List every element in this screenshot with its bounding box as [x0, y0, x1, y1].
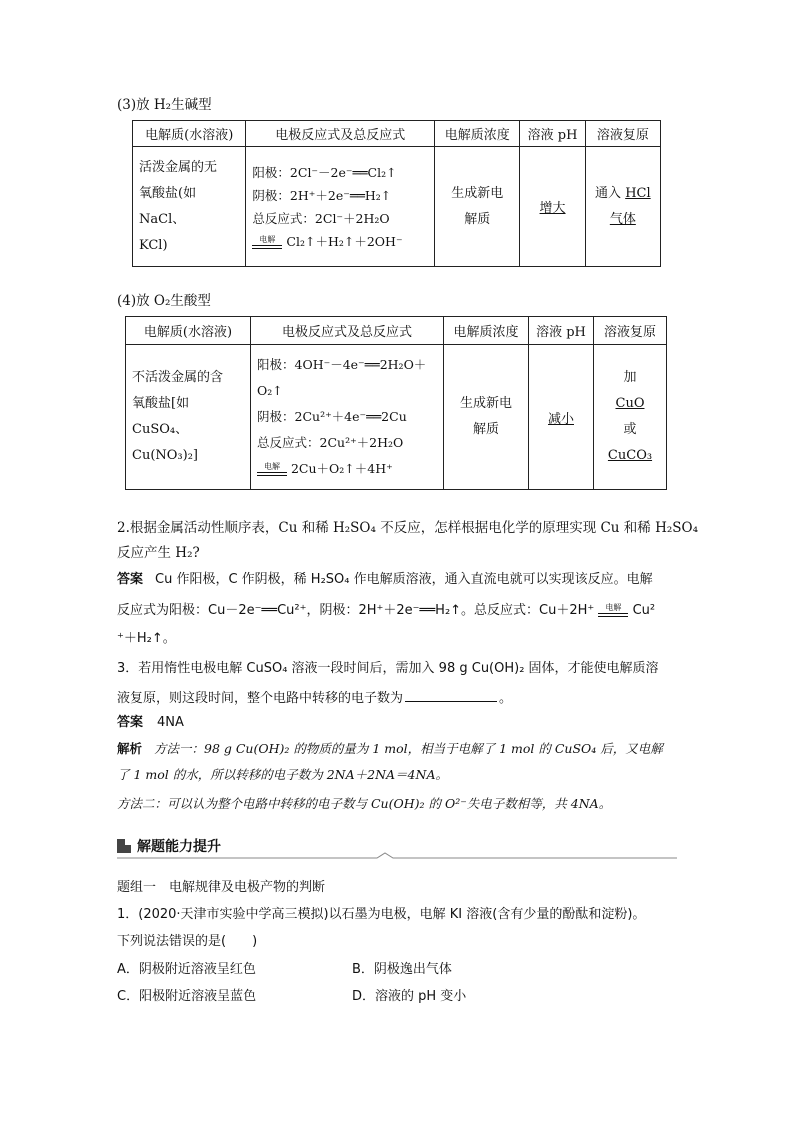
electrolyte-cell: 活泼金属的无 氧酸盐(如NaCl、 KCl): [133, 147, 246, 267]
q2-answer-line: ⁺＋H₂↑。: [117, 631, 176, 646]
restore-cell: 通入 HCl 气体: [585, 147, 660, 267]
section-title: 解题能力提升: [137, 839, 221, 855]
q3-analysis-line: 方法二：可以认为整个电路中转移的电子数与 Cu(OH)₂ 的 O²⁻失电子数相等，共 4NA。: [117, 796, 612, 811]
col-header: 电解质(水溶液): [133, 121, 246, 147]
reactions-cell: 阳极：4OH⁻－4e⁻══2H₂O＋ O₂↑ 阴极：2Cu²⁺＋4e⁻══2Cu 总反应式：2Cu²⁺＋2H₂O 电解 2Cu＋O₂↑＋4H⁺: [251, 345, 444, 490]
q3-question-line: 3．若用惰性电极电解 CuSO₄ 溶液一段时间后，需加入 98 g Cu(OH)₂ 固体，才能使电解质溶: [117, 661, 659, 676]
col-header: 溶液复原: [594, 317, 667, 345]
electrolysis-sign: 电解: [598, 604, 628, 617]
q3-answer-line: 答案 4NA: [117, 715, 184, 730]
option-d[interactable]: D．溶液的 pH 变小: [352, 989, 467, 1004]
q2-question-line: 反应产生 H₂?: [117, 545, 200, 561]
concentration-cell: 生成新电 解质: [435, 147, 520, 267]
section3-heading: (3)放 H₂生碱型: [117, 97, 212, 113]
electrolyte-cell: 不活泼金属的含 氧酸盐[如 CuSO₄、 Cu(NO₃)₂]: [126, 345, 251, 490]
section-title-bar: [117, 836, 677, 858]
reactions-cell: 阳极：2Cl⁻－2e⁻══Cl₂↑ 阴极：2H⁺＋2e⁻══H₂↑ 总反应式：2Cl⁻＋2H₂O 电解 Cl₂↑＋H₂↑＋2OH⁻: [246, 147, 435, 267]
col-header: 电解质(水溶液): [126, 317, 251, 345]
q1-stem-line: 下列说法错误的是( ): [117, 934, 258, 949]
table-o2-acid: [125, 316, 667, 490]
col-header: 电解质浓度: [444, 317, 529, 345]
q2-answer-line: 答案 Cu 作阳极，C 作阴极，稀 H₂SO₄ 作电解质溶液，通入直流电就可以实现该反应。电解: [117, 572, 653, 587]
section4-heading: (4)放 O₂生酸型: [117, 293, 211, 309]
option-a[interactable]: A．阴极附近溶液呈红色: [117, 962, 256, 977]
ph-cell: 减小: [529, 345, 594, 490]
q2-answer-line: 反应式为阳极：Cu－2e⁻══Cu²⁺，阴极：2H⁺＋2e⁻══H₂↑。总反应式：Cu＋2H⁺ 电解 Cu²: [117, 603, 656, 618]
table-h2-base: [132, 120, 661, 267]
col-header: 溶液 pH: [520, 121, 585, 147]
col-header: 溶液 pH: [529, 317, 594, 345]
concentration-cell: 生成新电 解质: [444, 345, 529, 490]
col-header: 溶液复原: [585, 121, 660, 147]
ph-cell: 增大: [520, 147, 585, 267]
option-b[interactable]: B．阴极逸出气体: [352, 962, 452, 977]
group-title: 题组一 电解规律及电极产物的判断: [117, 880, 326, 895]
q2-question-line: 2.根据金属活动性顺序表，Cu 和稀 H₂SO₄ 不反应，怎样根据电化学的原理实现 Cu 和稀 H₂SO₄: [117, 520, 698, 536]
answer-blank[interactable]: [405, 687, 497, 702]
col-header: 电极反应式及总反应式: [251, 317, 444, 345]
electrolysis-sign: 电解: [257, 463, 287, 476]
q3-question-line: 液复原，则这段时间，整个电路中转移的电子数为 。: [117, 687, 512, 708]
electrolysis-sign: 电解: [252, 236, 282, 249]
restore-cell: 加 CuO 或 CuCO₃: [594, 345, 667, 490]
col-header: 电极反应式及总反应式: [246, 121, 435, 147]
q3-analysis-line: 了 1 mol 的水，所以转移的电子数为 2NA＋2NA＝4NA。: [117, 767, 448, 782]
q1-stem-line: 1．(2020·天津市实验中学高三模拟)以石墨为电极，电解 KI 溶液(含有少量的酚酞和淀粉)。: [117, 907, 646, 922]
col-header: 电解质浓度: [435, 121, 520, 147]
option-c[interactable]: C．阳极附近溶液呈蓝色: [117, 989, 257, 1004]
q3-analysis-line: 解析 方法一：98 g Cu(OH)₂ 的物质的量为 1 mol，相当于电解了 1 mol 的 CuSO₄ 后，又电解: [117, 741, 663, 756]
